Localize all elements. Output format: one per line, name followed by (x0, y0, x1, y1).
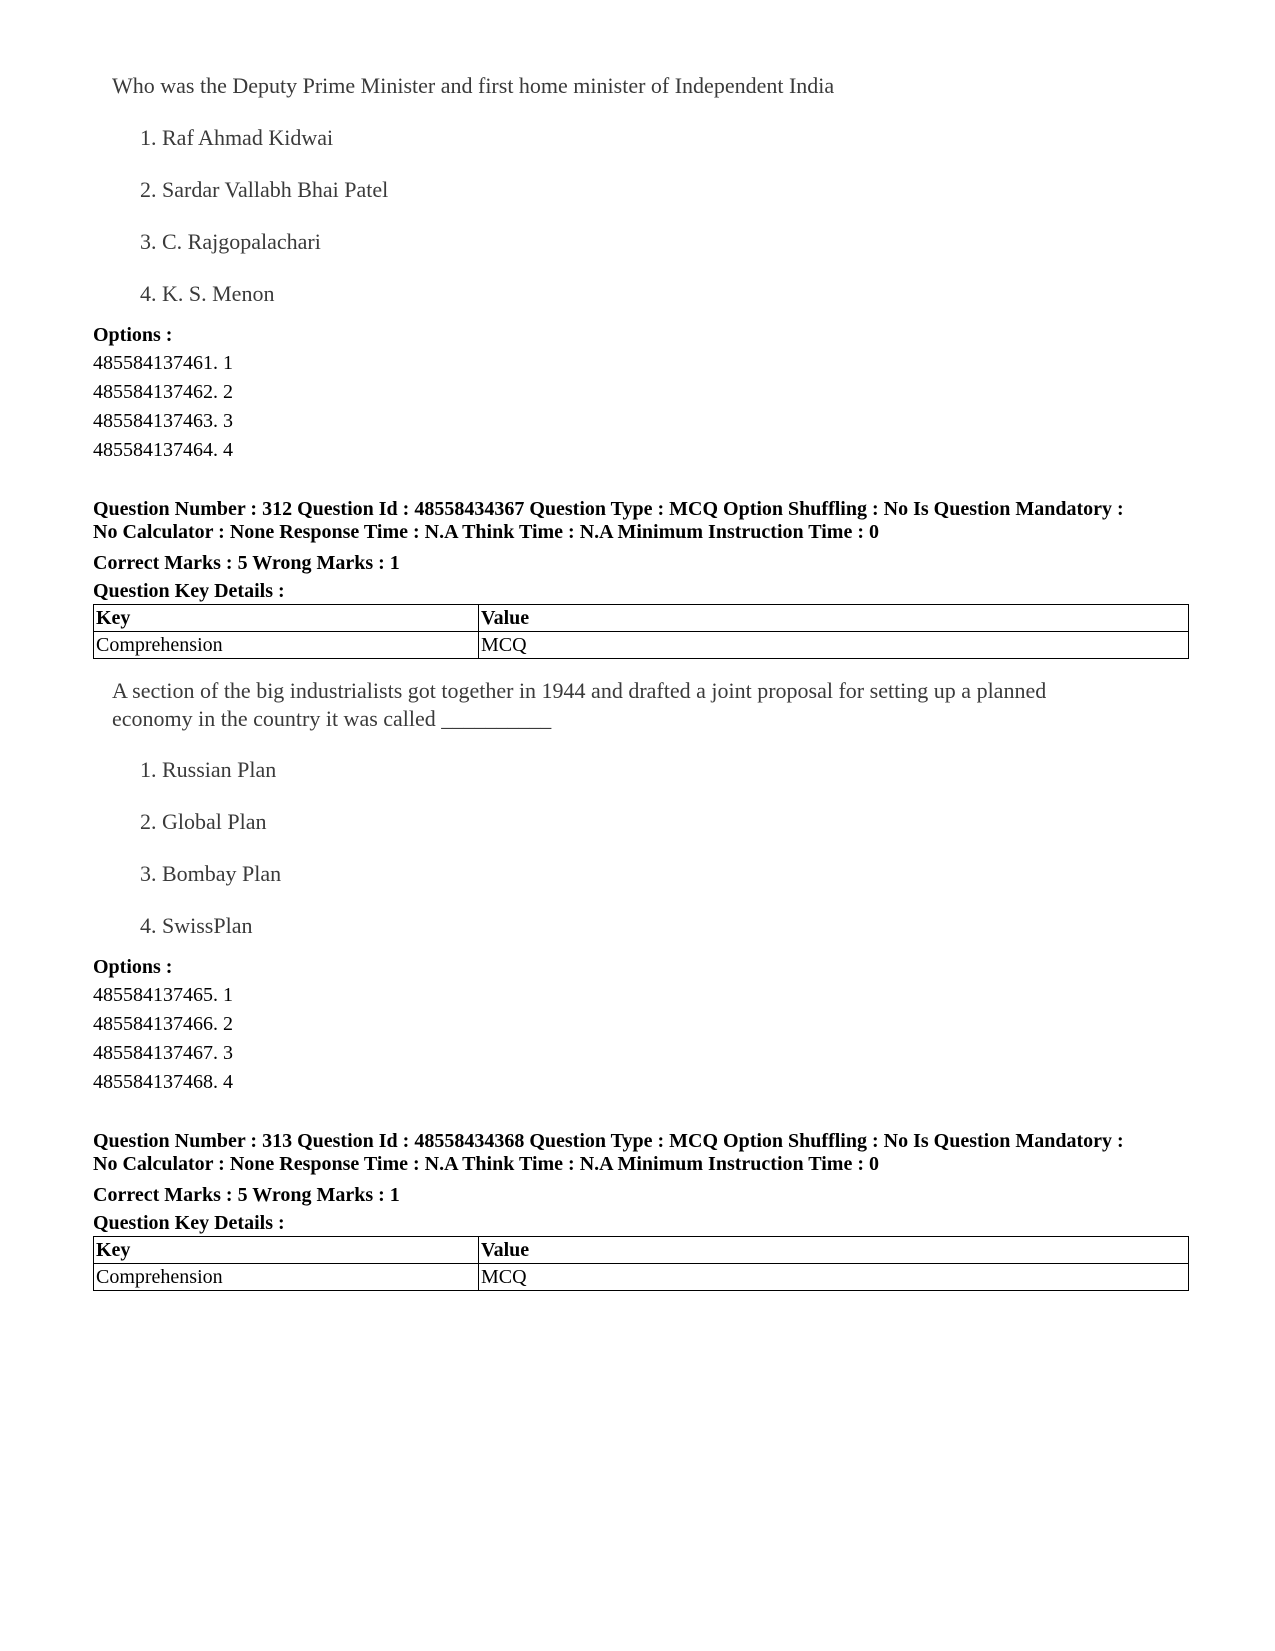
option-row: 485584137468. 4 (93, 1071, 233, 1093)
meta-line-1: Question Number : 313 Question Id : 48558434368 Question Type : MCQ Option Shuffling : No Is Question Mandatory : (93, 1130, 1124, 1152)
question-text-line-2: economy in the country it was called __________ (112, 706, 552, 731)
table-cell-key: Comprehension (94, 1264, 479, 1291)
option-row: 485584137464. 4 (93, 439, 233, 461)
option-row: 485584137463. 3 (93, 410, 233, 432)
marks-line: Correct Marks : 5 Wrong Marks : 1 (93, 1184, 400, 1206)
choice-2: 2. Sardar Vallabh Bhai Patel (140, 177, 389, 202)
meta-line-2: No Calculator : None Response Time : N.A Think Time : N.A Minimum Instruction Time : 0 (93, 521, 879, 543)
option-row: 485584137466. 2 (93, 1013, 233, 1035)
choice-4: 4. SwissPlan (140, 913, 253, 938)
table-header-key: Key (94, 605, 479, 632)
marks-line: Correct Marks : 5 Wrong Marks : 1 (93, 552, 400, 574)
key-details-label: Question Key Details : (93, 1212, 285, 1234)
question-meta-312 (93, 498, 1193, 605)
options-list-1 (93, 321, 233, 465)
table-header-value: Value (479, 1237, 1189, 1264)
question-image-1 (112, 72, 1152, 306)
meta-line-1: Question Number : 312 Question Id : 48558434367 Question Type : MCQ Option Shuffling : No Is Question Mandatory : (93, 498, 1124, 520)
question-text-line-1: A section of the big industrialists got together in 1944 and drafted a joint proposal for setting up a planned (112, 678, 1047, 703)
key-details-table-312 (93, 604, 1189, 659)
choice-1: 1. Raf Ahmad Kidwai (140, 125, 334, 150)
table-cell-value: MCQ (479, 632, 1189, 659)
option-row: 485584137461. 1 (93, 352, 233, 374)
option-row: 485584137465. 1 (93, 984, 233, 1006)
options-header: Options : (93, 324, 173, 346)
choice-1: 1. Russian Plan (140, 757, 277, 782)
choice-2: 2. Global Plan (140, 809, 267, 834)
key-details-table-313 (93, 1236, 1189, 1291)
options-header: Options : (93, 956, 173, 978)
table-header-value: Value (479, 605, 1189, 632)
question-image-2 (112, 677, 1152, 938)
table-header-key: Key (94, 1237, 479, 1264)
choice-3: 3. Bombay Plan (140, 861, 282, 886)
table-cell-value: MCQ (479, 1264, 1189, 1291)
question-meta-313 (93, 1130, 1193, 1237)
table-cell-key: Comprehension (94, 632, 479, 659)
option-row: 485584137462. 2 (93, 381, 233, 403)
question-text: Who was the Deputy Prime Minister and first home minister of Independent India (112, 73, 835, 98)
meta-line-2: No Calculator : None Response Time : N.A Think Time : N.A Minimum Instruction Time : 0 (93, 1153, 879, 1175)
option-row: 485584137467. 3 (93, 1042, 233, 1064)
key-details-label: Question Key Details : (93, 580, 285, 602)
choice-4: 4. K. S. Menon (140, 281, 275, 306)
options-list-312 (93, 953, 233, 1097)
choice-3: 3. C. Rajgopalachari (140, 229, 321, 254)
